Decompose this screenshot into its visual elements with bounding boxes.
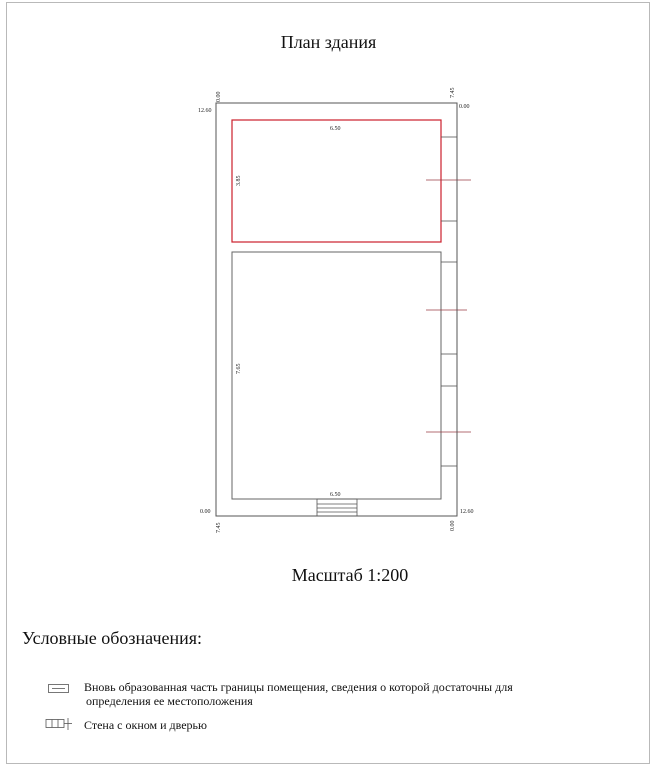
top-room-width-label: 6.50 — [330, 126, 341, 132]
corner-top-right-vertical: 7.45 — [450, 87, 456, 98]
corner-bottom-left-horizontal: 0.00 — [200, 509, 211, 515]
building-outline — [216, 103, 457, 516]
corner-bottom-left-vertical: 7.45 — [216, 522, 222, 533]
top-room-height-label: 3.85 — [236, 175, 242, 186]
right-wall-windows — [441, 137, 457, 466]
bottom-room-width-label: 6.50 — [330, 492, 341, 498]
partition-markers — [426, 180, 471, 432]
bottom-room-height-label: 7.65 — [236, 363, 242, 374]
legend-title: Условные обозначения: — [22, 628, 203, 648]
corner-top-left-horizontal: 12.60 — [198, 108, 212, 114]
legend-item-boundary-line1: Вновь образованная часть границы помещения, сведения о которой достаточны для — [84, 680, 513, 694]
entrance-door — [317, 499, 357, 516]
corner-top-right-horizontal: 0.00 — [459, 104, 470, 110]
corner-bottom-right-horizontal: 12.60 — [460, 509, 474, 515]
legend-item-boundary — [84, 680, 594, 708]
plan-title: План здания — [280, 32, 377, 52]
boundary-part-icon — [48, 684, 70, 694]
wall-window-door-icon — [44, 717, 74, 731]
legend-item-wall: Стена с окном и дверью — [84, 718, 207, 732]
corner-top-left-vertical: 0.00 — [216, 91, 222, 102]
corner-bottom-right-vertical: 0.00 — [450, 520, 456, 531]
bottom-room — [232, 252, 441, 499]
scale-label: Масштаб 1:200 — [291, 565, 409, 585]
top-room — [232, 120, 441, 242]
legend-item-boundary-line2: определения ее местоположения — [86, 694, 253, 708]
